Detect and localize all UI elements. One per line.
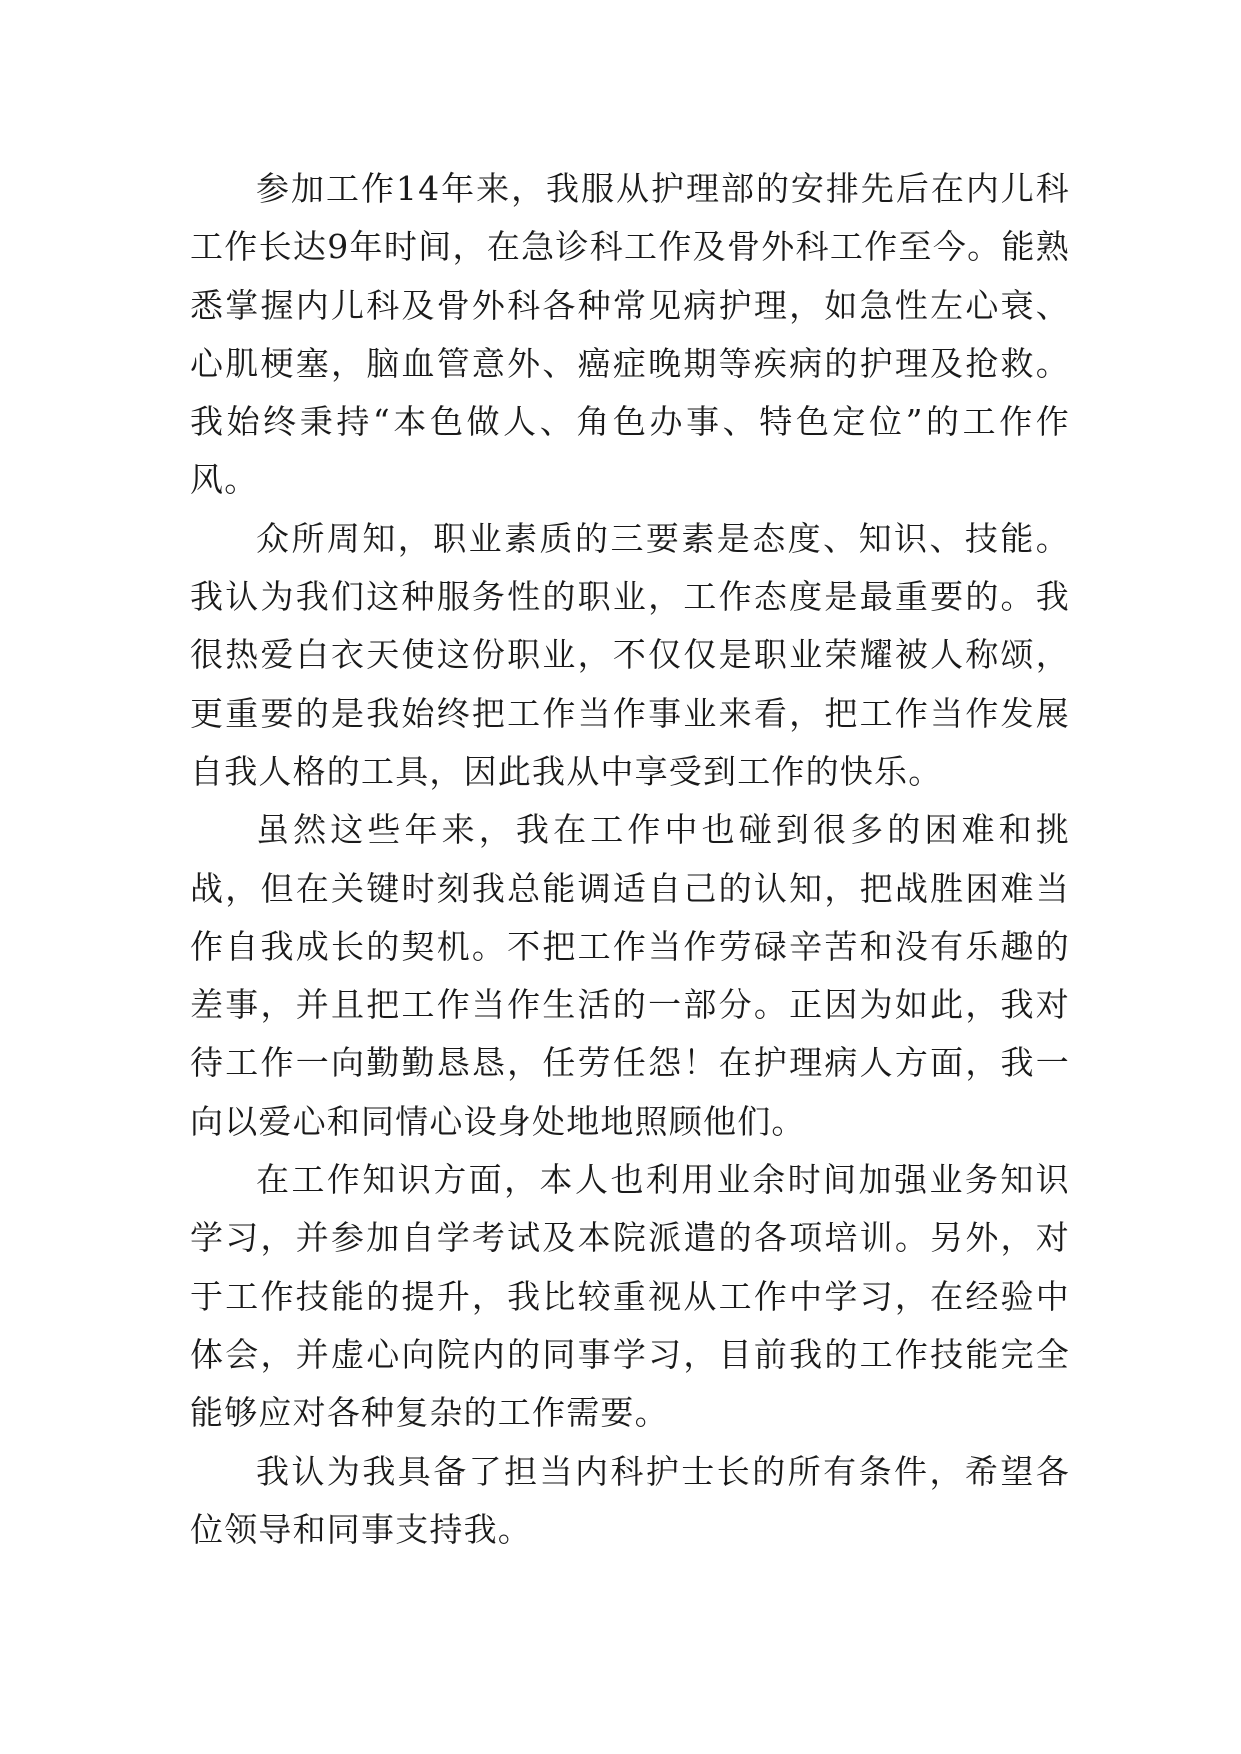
paragraph-work-experience: 参加工作14年来，我服从护理部的安排先后在内儿科工作长达9年时间，在急诊科工作及骨外科工作至今。能熟悉掌握内儿科及骨外科各种常见病护理，如急性左心衰、心肌梗塞，脑血管意外、癌症晚期等疾病的护理及抢救。我始终秉持“本色做人、角色办事、特色定位”的工作作风。 xyxy=(190,169,1070,500)
paragraph-conclusion: 我认为我具备了担当内科护士长的所有条件，希望各位领导和同事支持我。 xyxy=(190,1451,1070,1549)
document-body xyxy=(190,160,1070,1559)
paragraph-knowledge-skills: 在工作知识方面，本人也利用业余时间加强业务知识学习，并参加自学考试及本院派遣的各项培训。另外，对于工作技能的提升，我比较重视从工作中学习，在经验中体会，并虚心向院内的同事学习，目前我的工作技能完全能够应对各种复杂的工作需要。 xyxy=(190,1160,1070,1433)
paragraph-challenges: 虽然这些年来，我在工作中也碰到很多的困难和挑战，但在关键时刻我总能调适自己的认知，把战胜困难当作自我成长的契机。不把工作当作劳碌辛苦和没有乐趣的差事，并且把工作当作生活的一部分。正因为如此，我对待工作一向勤勤恳恳，任劳任怨！在护理病人方面，我一向以爱心和同情心设身处地地照顾他们。 xyxy=(190,810,1070,1141)
paragraph-professional-attitude: 众所周知，职业素质的三要素是态度、知识、技能。我认为我们这种服务性的职业，工作态度是最重要的。我很热爱白衣天使这份职业，不仅仅是职业荣耀被人称颂，更重要的是我始终把工作当作事业来看，把工作当作发展自我人格的工具，因此我从中享受到工作的快乐。 xyxy=(190,518,1070,791)
